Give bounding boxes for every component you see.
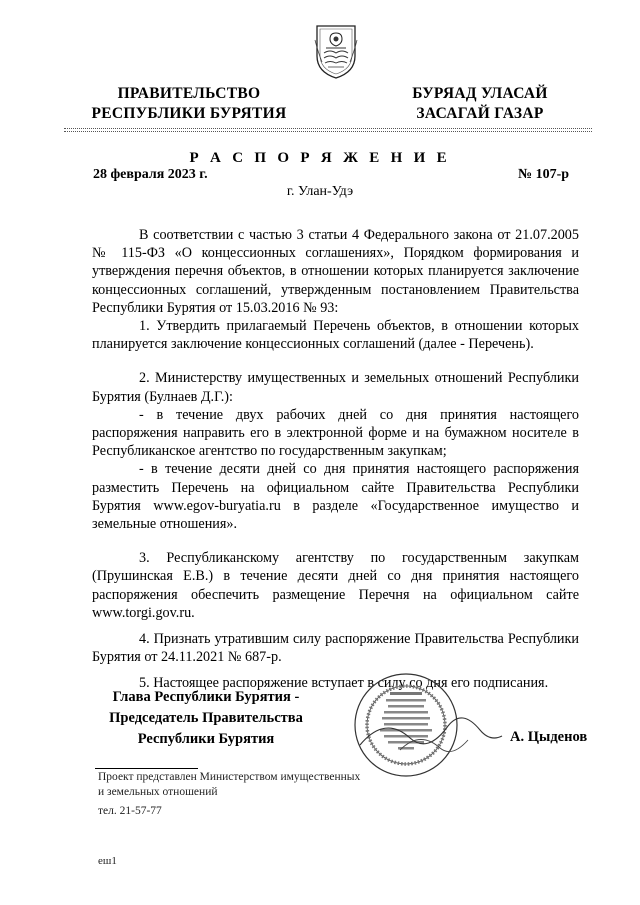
document-code: еш1 <box>98 855 117 867</box>
header-divider-top <box>64 128 592 129</box>
handwritten-signature <box>340 690 510 770</box>
header-right-line-1: БУРЯАД УЛАСАЙ <box>412 85 548 102</box>
header-left-line-1: ПРАВИТЕЛЬСТВО <box>117 85 261 102</box>
signatory-title-line-1: Глава Республики Бурятия - <box>112 689 300 705</box>
item-2-paragraph: 2. Министерству имущественных и земельных отношений Республики Бурятия (Булнаев Д.Г.): <box>92 370 579 405</box>
header-right-bua <box>400 84 560 124</box>
footer-divider <box>95 768 198 769</box>
header-left-line-2: РЕСПУБЛИКИ БУРЯТИЯ <box>91 105 287 122</box>
footer-prepared-line-1: Проект представлен Министерством имущественных <box>98 771 361 783</box>
item-1-paragraph: 1. Утвердить прилагаемый Перечень объектов, в отношении которых планируется заключение концессионных соглашений (далее - Перечень). <box>92 318 579 353</box>
header-divider-bottom <box>64 131 592 132</box>
signatory-title-line-3: Республики Бурятия <box>137 731 275 747</box>
item-2a-paragraph: - в течение двух рабочих дней со дня принятия настоящего распоряжения направить его в электронной форме и на бумажном носителе в Республиканское агентство по государственным закупкам; <box>92 406 579 460</box>
document-number: № 107-р <box>518 167 570 182</box>
item-2b-paragraph: - в течение десяти дней со дня принятия настоящего распоряжения разместить Перечень на официальном сайте Правительства Республики Бурятия www.egov-buryatia.ru в разделе «Государственное имущество и земельные отношения». <box>92 461 579 533</box>
item-3-paragraph: 3. Республиканскому агентству по государственным закупкам (Прушинская Е.В.) в течение десяти дней со дня принятия настоящего распоряжения обеспечить размещение Перечня на официальном сайте www.torgi.gov.ru. <box>92 550 579 621</box>
footer-phone: тел. 21-57-77 <box>98 805 162 817</box>
signatory-name: А. Цыденов <box>510 729 588 745</box>
signatory-title <box>96 687 316 750</box>
item-5-paragraph: 5. Настоящее распоряжение вступает в силу со дня его подписания. <box>139 675 549 692</box>
footer-prepared-line-2: и земельных отношений <box>98 786 218 798</box>
item-4-paragraph: 4. Признать утратившим силу распоряжение Правительства Республики Бурятия от 24.11.2021 № 687-р. <box>92 631 579 666</box>
document-body <box>92 226 579 693</box>
footer-prepared-by <box>98 770 360 819</box>
header-left-ru <box>88 84 290 124</box>
document-date: 28 февраля 2023 г. <box>93 167 208 182</box>
header-right-line-2: ЗАСАГАЙ ГАЗАР <box>416 105 544 122</box>
document-city: г. Улан-Удэ <box>286 184 354 199</box>
coat-of-arms-emblem <box>314 22 358 80</box>
document-type-title: Р А С П О Р Я Ж Е Н И Е <box>189 150 451 166</box>
signatory-title-line-2: Председатель Правительства <box>109 710 303 726</box>
preamble-paragraph: В соответствии с частью 3 статьи 4 Федерального закона от 21.07.2005 № 115-ФЗ «О концессионных соглашениях», Порядком формирования и утверждения перечня объектов, в отношении которых планируется заключение концессионных соглашений, утвержденным постановлением Правительства Республики Бурятия от 15.03.2016 № 93: <box>92 227 579 316</box>
